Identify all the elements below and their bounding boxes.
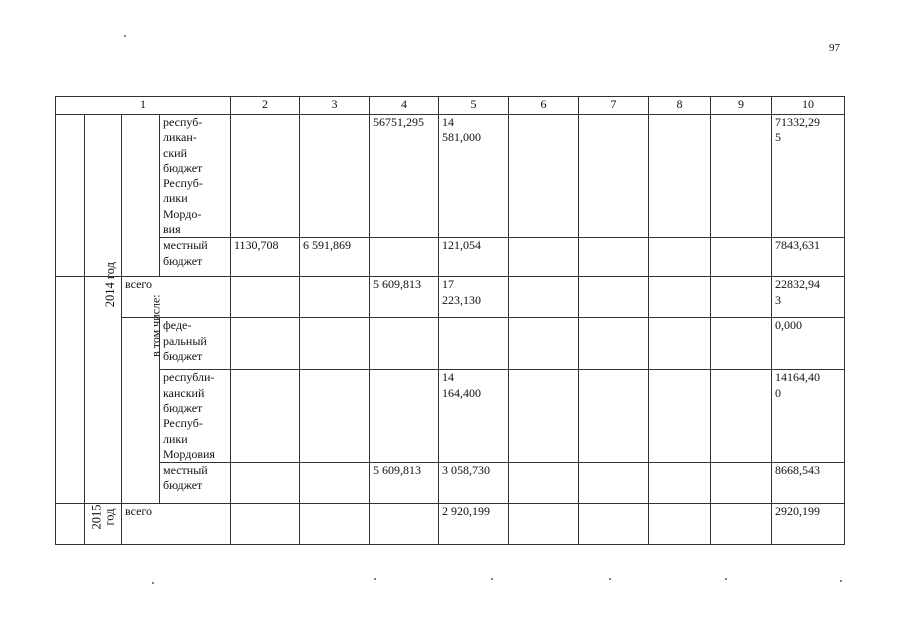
row-label: республи- канский бюджет Респуб- лики Мордовия <box>160 370 231 463</box>
cell <box>649 238 711 277</box>
year-2015-label: 2015 год <box>85 504 122 545</box>
cell <box>231 115 300 238</box>
header-col-3: 3 <box>300 97 370 115</box>
cell <box>231 318 300 370</box>
cell <box>649 463 711 504</box>
cell: 7843,631 <box>772 238 845 277</box>
cell <box>509 463 579 504</box>
cell <box>231 277 300 318</box>
cell: 5 609,813 <box>370 463 439 504</box>
cell <box>509 115 579 238</box>
cell <box>711 463 772 504</box>
scan-speck <box>374 578 376 580</box>
row-label-total: всего <box>122 277 231 318</box>
cell <box>300 318 370 370</box>
header-row <box>56 97 845 115</box>
cell <box>509 370 579 463</box>
cell: 17 223,130 <box>439 277 509 318</box>
cell: 14164,40 0 <box>772 370 845 463</box>
cell <box>231 504 300 545</box>
row-label: респуб- ликан- ский бюджет Респуб- лики Мордо- вия <box>160 115 231 238</box>
empty-cell <box>56 115 85 277</box>
cell <box>711 370 772 463</box>
scan-speck <box>609 578 611 580</box>
scan-speck <box>152 582 154 584</box>
row-label: местный бюджет <box>160 238 231 277</box>
cell: 3 058,730 <box>439 463 509 504</box>
row-label-total: всего <box>122 504 231 545</box>
cell <box>231 463 300 504</box>
cell: 2 920,199 <box>439 504 509 545</box>
budget-table <box>55 96 845 545</box>
cell <box>509 504 579 545</box>
cell: 14 581,000 <box>439 115 509 238</box>
cell <box>579 238 649 277</box>
cell <box>370 318 439 370</box>
cell <box>579 504 649 545</box>
cell: 2920,199 <box>772 504 845 545</box>
including-label: в том числе: <box>122 318 160 504</box>
cell <box>579 370 649 463</box>
scan-speck <box>124 35 126 37</box>
cell <box>711 277 772 318</box>
header-col-6: 6 <box>509 97 579 115</box>
row-label: местный бюджет <box>160 463 231 504</box>
cell <box>300 370 370 463</box>
header-col-2: 2 <box>231 97 300 115</box>
cell <box>300 115 370 238</box>
table-row-2015-total <box>56 504 845 545</box>
cell: 22832,94 3 <box>772 277 845 318</box>
header-col-8: 8 <box>649 97 711 115</box>
cell <box>300 277 370 318</box>
table-row-2014-republic <box>56 370 845 463</box>
cell: 6 591,869 <box>300 238 370 277</box>
cell <box>579 277 649 318</box>
table-row-2014-federal <box>56 318 845 370</box>
cell <box>231 370 300 463</box>
page-number: 97 <box>829 42 840 54</box>
cell <box>300 504 370 545</box>
cell <box>370 370 439 463</box>
table-row-2014-local <box>56 463 845 504</box>
cell: 14 164,400 <box>439 370 509 463</box>
cell <box>649 504 711 545</box>
header-col-5: 5 <box>439 97 509 115</box>
scan-speck <box>725 578 727 580</box>
row-label: феде- ральный бюджет <box>160 318 231 370</box>
cell: 121,054 <box>439 238 509 277</box>
empty-cell <box>56 277 85 504</box>
cell <box>370 238 439 277</box>
table-row-local-budget-prev <box>56 238 845 277</box>
header-col-1: 1 <box>56 97 231 115</box>
cell <box>711 318 772 370</box>
cell <box>579 463 649 504</box>
empty-cell <box>56 504 85 545</box>
cell: 71332,29 5 <box>772 115 845 238</box>
scan-speck <box>491 578 493 580</box>
cell: 8668,543 <box>772 463 845 504</box>
header-col-9: 9 <box>711 97 772 115</box>
cell <box>509 318 579 370</box>
cell: 0,000 <box>772 318 845 370</box>
table-row-republic-budget-prev <box>56 115 845 238</box>
cell <box>711 238 772 277</box>
cell <box>711 115 772 238</box>
cell <box>509 277 579 318</box>
cell <box>579 115 649 238</box>
year-2014-label: 2014 год <box>85 277 122 504</box>
cell <box>649 318 711 370</box>
cell <box>649 115 711 238</box>
cell: 5 609,813 <box>370 277 439 318</box>
header-col-4: 4 <box>370 97 439 115</box>
cell <box>370 504 439 545</box>
cell <box>711 504 772 545</box>
cell <box>300 463 370 504</box>
cell <box>509 238 579 277</box>
empty-cell <box>122 115 160 277</box>
empty-cell <box>85 115 122 277</box>
cell <box>439 318 509 370</box>
table-row-2014-total <box>56 277 845 318</box>
cell <box>649 370 711 463</box>
cell: 56751,295 <box>370 115 439 238</box>
header-col-7: 7 <box>579 97 649 115</box>
header-col-10: 10 <box>772 97 845 115</box>
scan-speck <box>840 580 842 582</box>
cell: 1130,708 <box>231 238 300 277</box>
cell <box>649 277 711 318</box>
cell <box>579 318 649 370</box>
